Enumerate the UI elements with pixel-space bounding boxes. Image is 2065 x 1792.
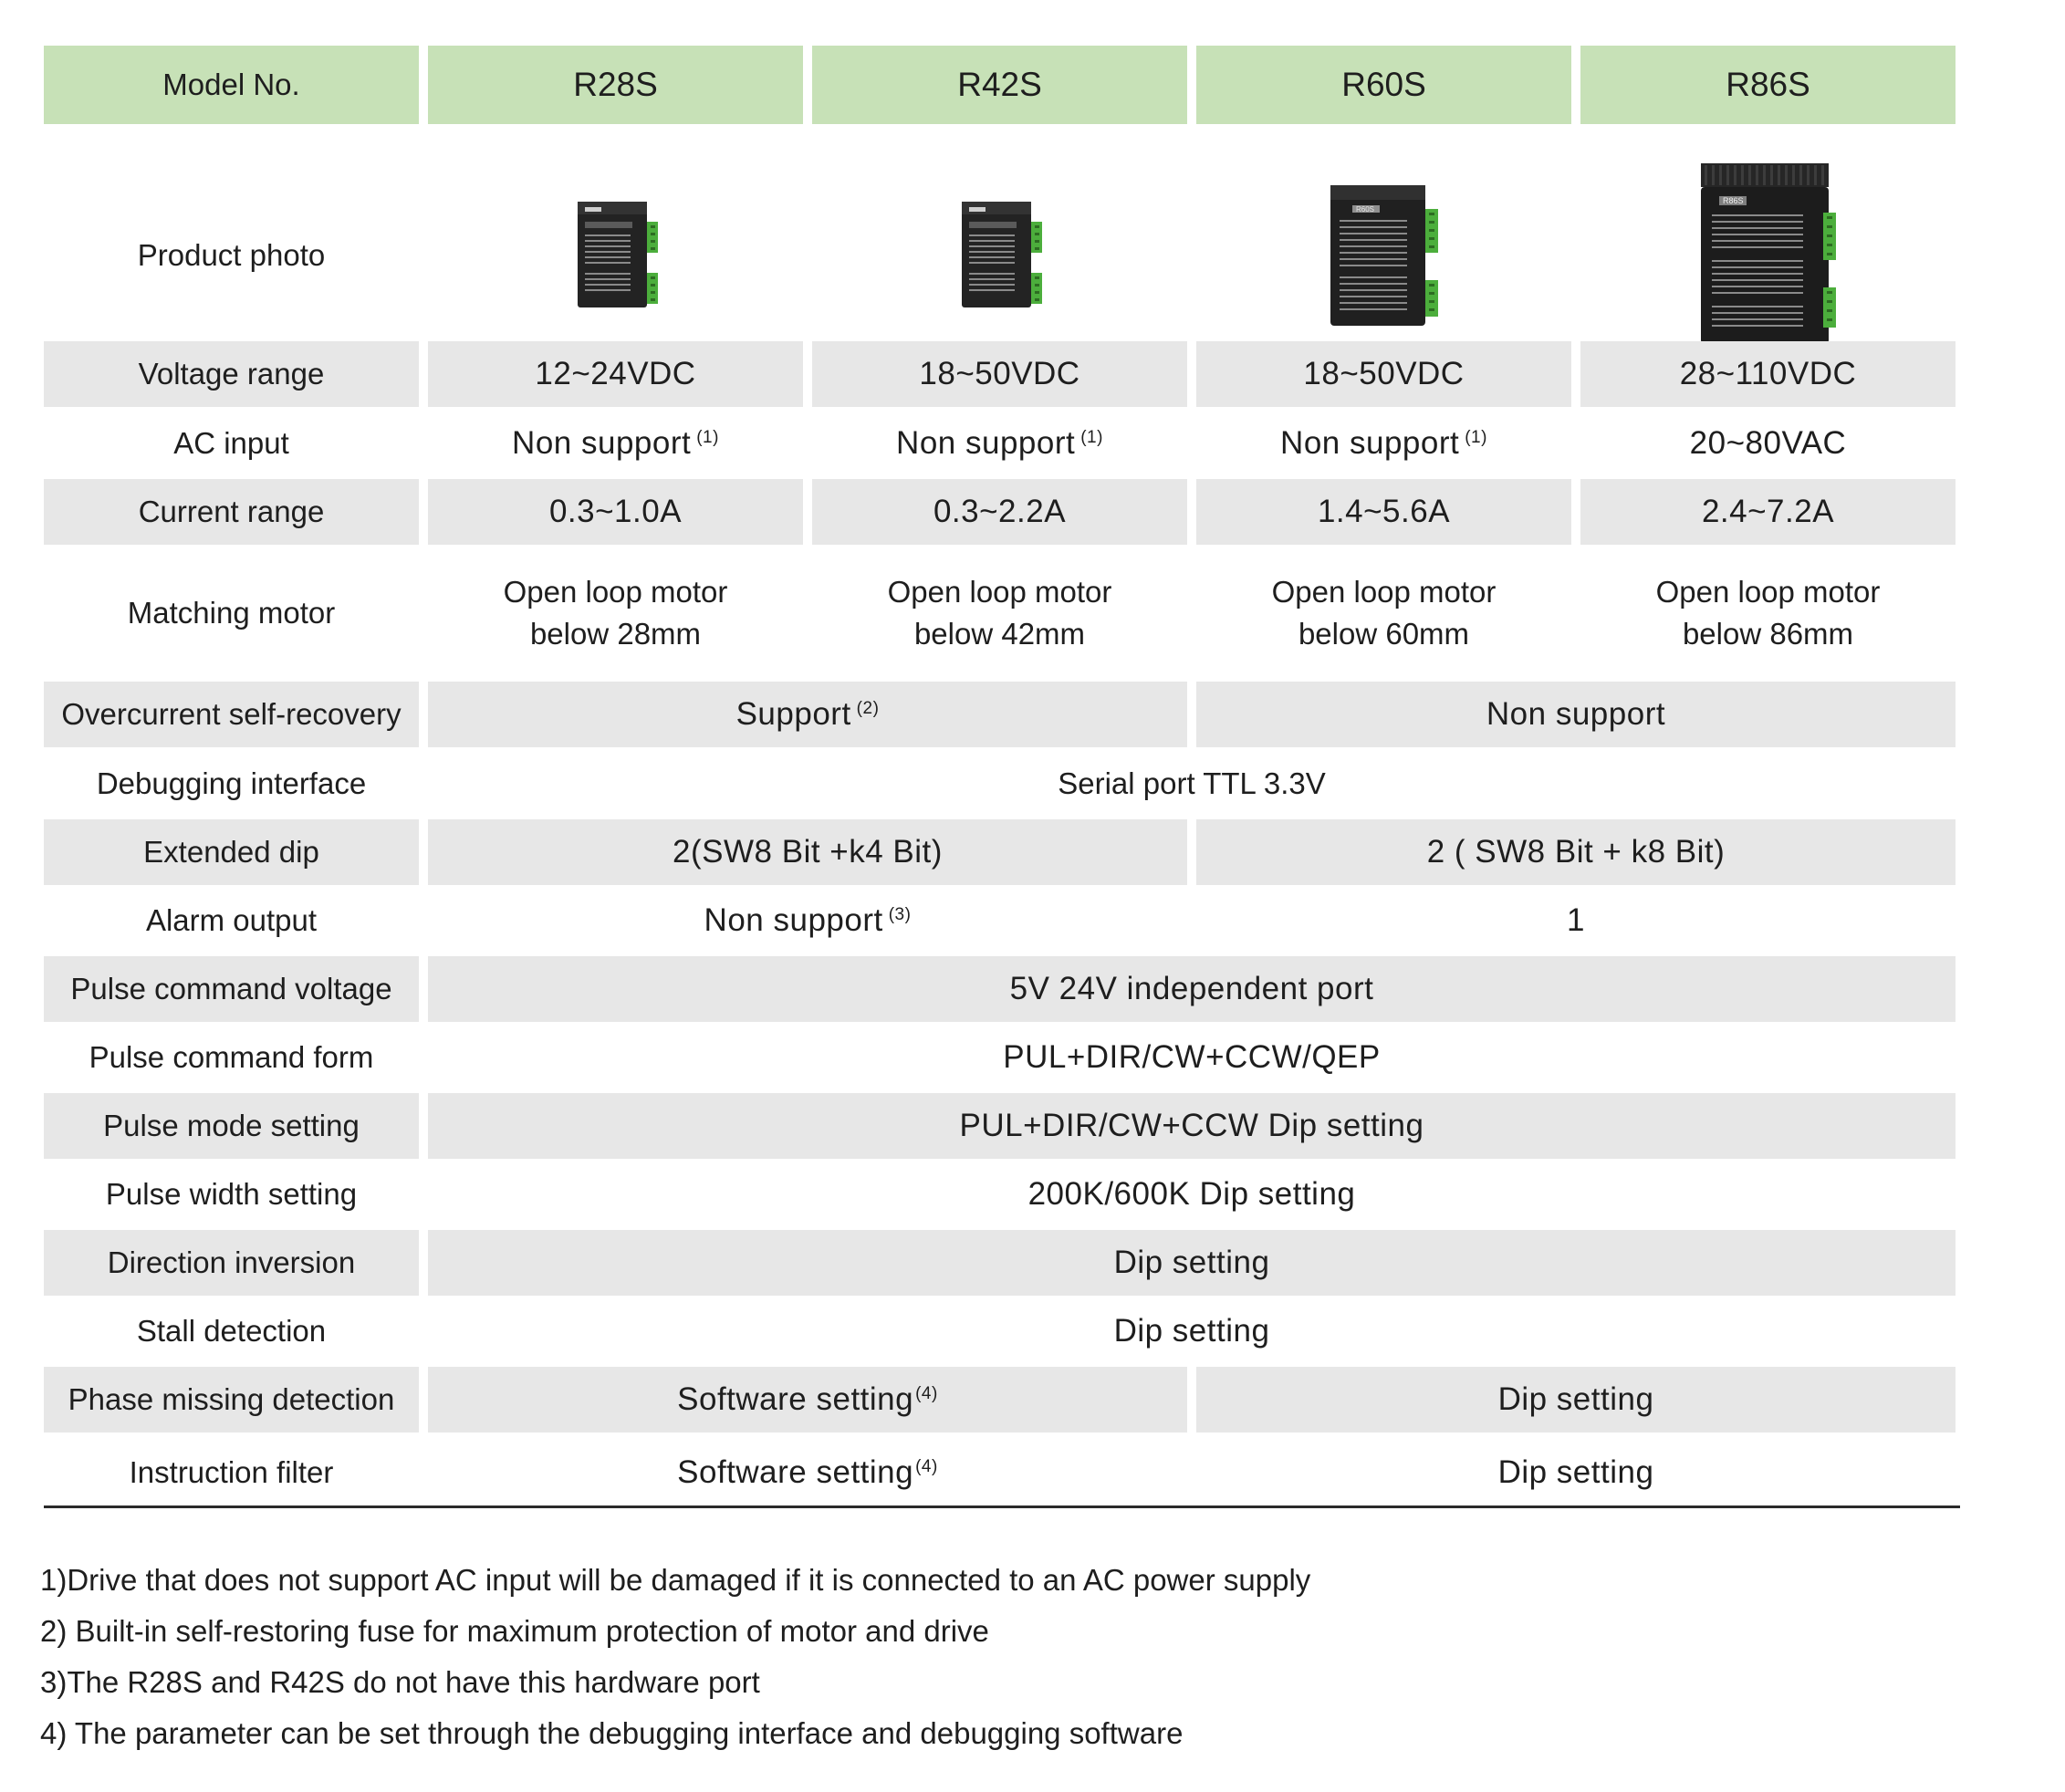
footnote-marker: (1) (1465, 427, 1487, 447)
footnote-marker: (1) (696, 427, 719, 447)
phase-missing-r28s-r42s (428, 1367, 1187, 1433)
header-model-label: Model No. (44, 46, 419, 124)
extended-dip-r60s-r86s: 2 ( SW8 Bit + k8 Bit) (1196, 819, 1955, 885)
matching-motor-r60s: Open loop motor below 60mm (1271, 575, 1497, 651)
ac-input-r28s-text: Non support (512, 424, 692, 461)
ac-input-r28s (428, 411, 803, 476)
label-stall-detection: Stall detection (136, 1314, 327, 1349)
instruction-filter-left-text: Software setting (677, 1453, 914, 1490)
label-extended-dip: Extended dip (44, 819, 419, 885)
label-direction-inversion: Direction inversion (44, 1230, 419, 1296)
label-instruction-filter: Instruction filter (129, 1455, 334, 1490)
r86s-device-label: R86S (1722, 196, 1744, 205)
matching-motor-r28s: Open loop motor below 28mm (503, 575, 728, 651)
label-pulse-mode-setting: Pulse mode setting (44, 1093, 419, 1159)
header-model-r42s: R42S (812, 46, 1187, 124)
label-debugging-interface: Debugging interface (96, 766, 367, 801)
row-stall-detection (44, 1298, 1960, 1364)
label-current-range: Current range (44, 479, 419, 545)
ac-input-r60s (1196, 411, 1571, 476)
overcurrent-r60s-r86s: Non support (1196, 682, 1955, 747)
current-r42s: 0.3~2.2A (812, 479, 1187, 545)
ac-input-r86s: 20~80VAC (1689, 424, 1847, 461)
footnote-marker: (3) (888, 904, 912, 924)
voltage-r86s: 28~110VDC (1580, 341, 1955, 407)
label-alarm-output: Alarm output (145, 903, 318, 938)
label-overcurrent: Overcurrent self-recovery (44, 682, 419, 747)
row-pulse-command-form (44, 1025, 1960, 1090)
pulse-command-voltage-value: 5V 24V independent port (428, 956, 1955, 1022)
label-pulse-width-setting: Pulse width setting (105, 1177, 358, 1212)
label-pulse-command-voltage: Pulse command voltage (44, 956, 419, 1022)
ac-input-r42s-text: Non support (896, 424, 1076, 461)
instruction-filter-r60s-r86s: Dip setting (1497, 1453, 1654, 1490)
alarm-left-text: Non support (704, 901, 883, 938)
footnote-1: 1)Drive that does not support AC input will be damaged if it is connected to an AC power supply (40, 1563, 1311, 1597)
voltage-r42s: 18~50VDC (812, 341, 1187, 407)
voltage-r28s: 12~24VDC (428, 341, 803, 407)
footnotes (40, 1555, 1310, 1759)
direction-inversion-value: Dip setting (428, 1230, 1955, 1296)
row-overcurrent (44, 682, 1960, 747)
ac-input-r60s-text: Non support (1280, 424, 1460, 461)
row-pulse-width-setting (44, 1162, 1960, 1227)
footnote-marker: (1) (1080, 427, 1103, 447)
footnote-marker: (2) (856, 698, 880, 718)
label-voltage-range: Voltage range (44, 341, 419, 407)
row-voltage-range (44, 341, 1960, 407)
debugging-value: Serial port TTL 3.3V (1058, 766, 1326, 801)
voltage-r60s: 18~50VDC (1196, 341, 1571, 407)
footnote-3: 3)The R28S and R42S do not have this hardware port (40, 1665, 760, 1699)
overcurrent-r28s-r42s (428, 682, 1187, 747)
label-pulse-command-form: Pulse command form (89, 1040, 374, 1075)
header-model-r60s: R60S (1196, 46, 1571, 124)
alarm-r60s-r86s: 1 (1567, 901, 1585, 938)
label-phase-missing-detection: Phase missing detection (44, 1367, 419, 1433)
row-extended-dip (44, 819, 1960, 885)
footnote-marker: (4) (915, 1456, 938, 1476)
row-debugging-interface (44, 751, 1960, 817)
footnote-4: 4) The parameter can be set through the debugging interface and debugging software (40, 1716, 1184, 1750)
phase-missing-r60s-r86s: Dip setting (1196, 1367, 1955, 1433)
instruction-filter-r28s-r42s (428, 1440, 1187, 1505)
phase-missing-left-text: Software setting (677, 1380, 914, 1417)
row-pulse-mode-setting (44, 1093, 1960, 1159)
pulse-mode-setting-value: PUL+DIR/CW+CCW Dip setting (428, 1093, 1955, 1159)
label-matching-motor: Matching motor (127, 596, 336, 630)
current-r28s: 0.3~1.0A (428, 479, 803, 545)
photo-label: Product photo (137, 238, 326, 273)
ac-input-r42s (812, 411, 1187, 476)
footnote-marker: (4) (915, 1383, 938, 1403)
label-ac-input: AC input (173, 426, 289, 461)
row-alarm-output (44, 888, 1960, 953)
matching-motor-r42s: Open loop motor below 42mm (887, 575, 1112, 651)
row-instruction-filter (44, 1440, 1960, 1505)
drive-image-r42s (954, 196, 1046, 315)
r60s-device-label: R60S (1355, 205, 1374, 214)
row-ac-input (44, 411, 1960, 476)
overcurrent-left-text: Support (735, 695, 851, 732)
header-model-r86s: R86S (1580, 46, 1955, 124)
stall-detection-value: Dip setting (1113, 1312, 1270, 1349)
drive-image-r60s (1325, 178, 1444, 333)
header-row (44, 46, 1960, 124)
header-model-r28s: R28S (428, 46, 803, 124)
table-bottom-rule (44, 1505, 1960, 1508)
pulse-command-form-value: PUL+DIR/CW+CCW/QEP (1003, 1038, 1381, 1075)
row-current-range (44, 479, 1960, 545)
row-matching-motor (44, 549, 1960, 677)
footnote-2: 2) Built-in self-restoring fuse for maximum protection of motor and drive (40, 1614, 989, 1648)
drive-image-r28s (570, 196, 662, 315)
matching-motor-r86s: Open loop motor below 86mm (1655, 575, 1881, 651)
pulse-width-setting-value: 200K/600K Dip setting (1027, 1175, 1356, 1212)
current-r86s: 2.4~7.2A (1580, 479, 1955, 545)
extended-dip-r28s-r42s: 2(SW8 Bit +k4 Bit) (428, 819, 1187, 885)
row-pulse-command-voltage (44, 956, 1960, 1022)
alarm-r28s-r42s (428, 888, 1187, 953)
row-phase-missing-detection (44, 1367, 1960, 1433)
current-r60s: 1.4~5.6A (1196, 479, 1571, 545)
row-direction-inversion (44, 1230, 1960, 1296)
drive-image-r86s (1695, 160, 1841, 351)
